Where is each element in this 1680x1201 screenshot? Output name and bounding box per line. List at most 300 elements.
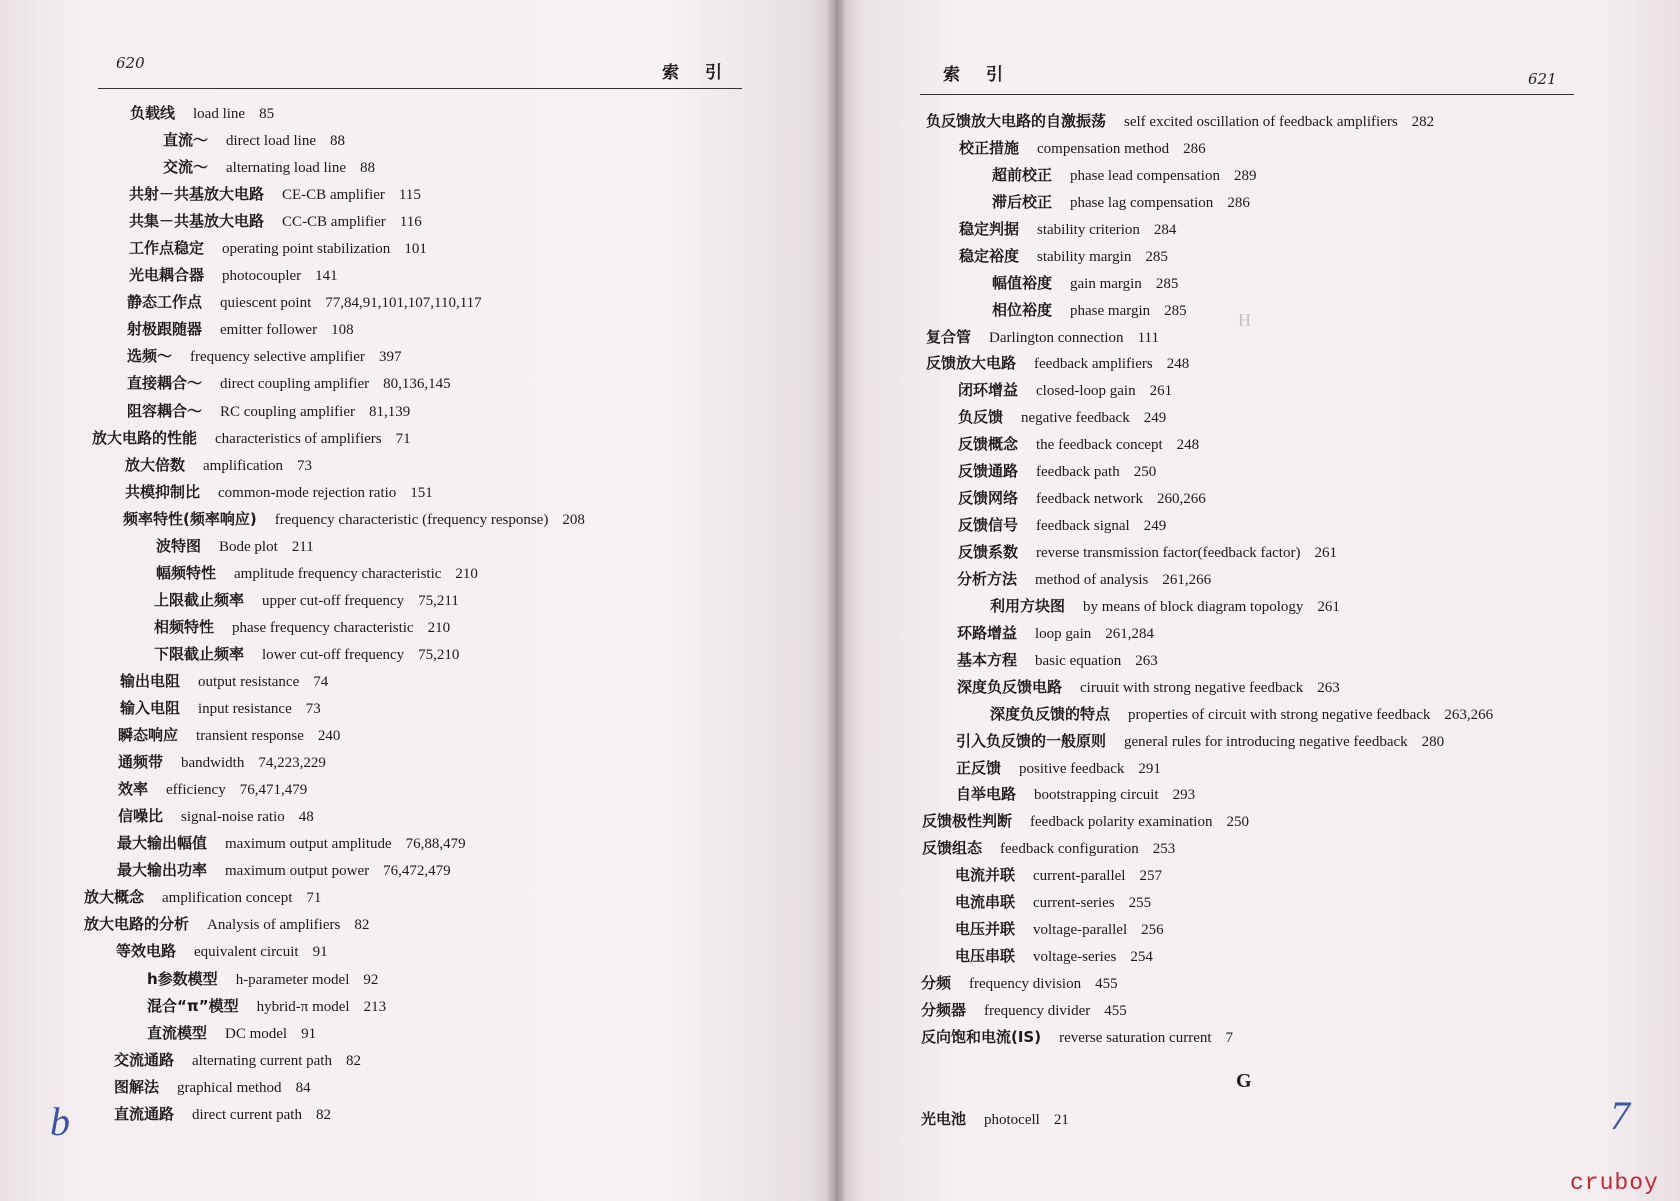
entry-term-english: upper cut-off frequency [262, 592, 405, 609]
index-entry [836, 997, 1493, 1024]
entry-term-english: closed-loop gain [1036, 383, 1136, 400]
entry-page-numbers: 263 [1135, 652, 1158, 669]
entry-page-numbers: 286 [1227, 194, 1250, 211]
entry-term-chinese: 射极跟随器 [127, 320, 203, 339]
index-entry [836, 404, 1493, 431]
index-entry [836, 808, 1493, 835]
index-entry [0, 722, 585, 749]
entry-term-chinese: 交流～ [163, 158, 209, 177]
entry-term-chinese: 校正措施 [959, 138, 1020, 157]
entry-page-numbers: 141 [315, 268, 338, 285]
index-entry [0, 803, 585, 830]
entry-term-chinese: 利用方块图 [990, 596, 1066, 615]
entry-term-chinese: 直流通路 [114, 1104, 175, 1123]
entry-page-numbers: 111 [1137, 329, 1159, 346]
entry-page-numbers: 82 [354, 917, 370, 934]
entry-term-chinese: 反向饱和电流(IS) [921, 1027, 1042, 1046]
entry-term-chinese: 幅值裕度 [992, 273, 1053, 292]
entry-page-numbers: 257 [1139, 868, 1162, 885]
entry-term-english: DC model [225, 1025, 288, 1042]
entry-term-english: graphical method [177, 1079, 282, 1096]
entry-term-chinese: 选频～ [127, 347, 173, 366]
entry-term-english: loop gain [1035, 625, 1092, 642]
entry-page-numbers: 249 [1143, 518, 1167, 535]
entry-term-chinese: 直流模型 [147, 1023, 208, 1042]
entry-term-english: current-parallel [1033, 868, 1126, 885]
index-entry [836, 270, 1493, 297]
entry-term-english: CC-CB amplifier [282, 214, 386, 231]
entry-term-english: Darlington connection [989, 329, 1124, 346]
entry-term-english: reverse saturation current [1059, 1029, 1212, 1046]
entry-page-numbers: 81,139 [369, 403, 411, 420]
entry-term-chinese: 图解法 [114, 1077, 160, 1096]
entry-term-english: self excited oscillation of feedback amplifiers [1124, 114, 1398, 130]
entry-term-chinese: 引入负反馈的一般原则 [956, 731, 1107, 750]
entry-term-chinese: 复合管 [926, 327, 972, 346]
entry-term-chinese: 正反馈 [956, 758, 1002, 777]
index-entry [836, 108, 1493, 135]
entry-term-english: feedback configuration [1000, 841, 1139, 858]
entry-term-english: voltage-series [1033, 949, 1117, 966]
entry-term-chinese: 瞬态响应 [118, 726, 179, 745]
entry-page-numbers: 75,210 [418, 646, 460, 663]
entry-term-chinese: 反馈信号 [958, 516, 1019, 535]
index-entry [836, 701, 1493, 728]
entry-term-chinese: 阻容耦合～ [127, 401, 203, 420]
index-entry [0, 533, 585, 560]
index-entry [836, 431, 1493, 458]
entry-term-english: stability margin [1037, 248, 1132, 265]
entry-term-english: input resistance [198, 701, 292, 718]
entry-page-numbers: 73 [297, 457, 312, 474]
index-entry [836, 216, 1493, 243]
entry-term-english: bootstrapping circuit [1034, 787, 1159, 804]
entry-term-chinese: 频率特性(频率响应) [123, 509, 257, 528]
handwritten-mark: b [50, 1099, 70, 1144]
entry-term-english: phase margin [1070, 302, 1151, 319]
entry-term-chinese: 共射－共基放大电路 [129, 185, 265, 204]
entry-page-numbers: 76,472,479 [383, 863, 451, 880]
index-entry [0, 857, 585, 884]
index-entry [836, 512, 1493, 539]
handwritten-mark: 7 [1610, 1093, 1630, 1138]
index-entry [0, 614, 585, 641]
index-entry [836, 916, 1493, 943]
entry-term-english: feedback network [1036, 491, 1144, 508]
entry-term-chinese: 电流串联 [955, 893, 1016, 912]
entry-term-chinese: 电流并联 [955, 866, 1016, 885]
index-entry [0, 776, 585, 803]
entry-term-english: direct current path [192, 1106, 302, 1123]
index-entry [0, 154, 585, 181]
entry-page-numbers: 85 [259, 106, 275, 122]
running-head: 索引 [943, 65, 1029, 85]
entry-term-english: gain margin [1070, 275, 1142, 292]
entry-term-chinese: 分频 [921, 974, 952, 992]
entry-term-english: negative feedback [1021, 410, 1130, 427]
entry-term-english: emitter follower [220, 322, 318, 339]
index-entry [0, 560, 585, 587]
index-entry [836, 755, 1493, 782]
entry-page-numbers: 253 [1152, 841, 1176, 858]
index-entry [0, 208, 585, 235]
entry-page-numbers: 71 [306, 890, 322, 907]
entry-page-numbers: 76,88,479 [405, 836, 466, 853]
entry-page-numbers: 210 [427, 619, 451, 636]
entry-term-english: characteristics of amplifiers [215, 430, 382, 447]
entry-page-numbers: 285 [1145, 248, 1168, 265]
entry-term-english: direct coupling amplifier [220, 376, 370, 393]
entry-term-chinese: 最大输出幅值 [117, 834, 208, 853]
entry-term-chinese: 负反馈 [958, 408, 1004, 427]
index-entry [0, 235, 585, 262]
index-entry [836, 970, 1493, 997]
entry-term-english: the feedback concept [1036, 437, 1163, 454]
index-entry [0, 100, 585, 127]
entry-page-numbers: 211 [291, 538, 314, 555]
entry-term-english: positive feedback [1019, 760, 1125, 777]
entry-page-numbers: 255 [1128, 895, 1152, 912]
entry-page-numbers: 261 [1314, 545, 1337, 561]
entry-term-english: amplification concept [162, 890, 293, 907]
watermark: cruboy [1570, 1170, 1659, 1196]
index-entry [0, 884, 585, 911]
index-entry [836, 324, 1493, 351]
entry-page-numbers: 76,471,479 [239, 782, 308, 799]
entry-term-english: ciruuit with strong negative feedback [1080, 679, 1304, 696]
entry-term-english: reverse transmission factor(feedback factor) [1036, 545, 1301, 561]
entry-page-numbers: 254 [1130, 949, 1153, 966]
entry-term-chinese: 共集－共基放大电路 [129, 212, 265, 231]
entry-term-english: load line [193, 106, 246, 122]
entry-term-english: voltage-parallel [1033, 922, 1128, 939]
page-number: 621 [1528, 70, 1557, 88]
entry-term-english: RC coupling amplifier [220, 403, 355, 420]
entry-term-chinese: 相位裕度 [992, 300, 1053, 319]
entry-page-numbers: 286 [1183, 140, 1206, 157]
entry-term-english: by means of block diagram topology [1083, 598, 1304, 615]
entry-term-chinese: 光电耦合器 [129, 266, 205, 285]
entry-term-chinese: 放大电路的分析 [84, 915, 190, 934]
right-page [836, 0, 1680, 1201]
entry-term-chinese: 电压串联 [955, 947, 1016, 966]
entry-page-numbers: 208 [562, 511, 585, 528]
index-entry [836, 297, 1493, 324]
entry-term-english: transient response [196, 728, 304, 745]
index-entry [0, 181, 585, 208]
entry-page-numbers: 285 [1164, 302, 1187, 319]
index-entry [0, 343, 585, 370]
entry-page-numbers: 88 [329, 133, 345, 150]
index-entries [0, 100, 585, 1128]
entry-term-chinese: 滞后校正 [992, 192, 1053, 211]
entry-term-english: h-parameter model [235, 971, 350, 988]
entry-term-english: maximum output power [225, 863, 370, 880]
entry-term-chinese: 反馈组态 [922, 839, 983, 858]
entry-term-chinese: 输出电阻 [120, 671, 181, 690]
entry-term-chinese: 反馈通路 [958, 462, 1019, 481]
index-entry [0, 966, 585, 993]
entry-term-chinese: h参数模型 [147, 969, 218, 988]
entry-page-numbers: 261,266 [1162, 571, 1212, 588]
index-entry [0, 506, 585, 533]
index-entry [836, 781, 1493, 808]
entry-page-numbers: 280 [1421, 733, 1445, 750]
index-entry [0, 452, 585, 479]
entry-term-chinese: 自举电路 [956, 785, 1017, 804]
entry-term-chinese: 直流～ [163, 131, 209, 150]
entry-term-english: Analysis of amplifiers [207, 917, 341, 934]
index-entry [0, 425, 585, 452]
index-entry [836, 350, 1493, 377]
entry-term-english: photocoupler [222, 268, 302, 285]
page-number: 620 [116, 54, 145, 72]
entry-page-numbers: 108 [331, 322, 354, 339]
entry-term-english: feedback amplifiers [1034, 356, 1153, 373]
index-entry [0, 695, 585, 722]
left-page [0, 0, 836, 1201]
index-entry [0, 262, 585, 289]
entry-term-english: method of analysis [1035, 571, 1149, 588]
index-entry [836, 943, 1493, 970]
index-entry [0, 316, 585, 343]
entry-term-chinese: 反馈放大电路 [926, 354, 1017, 373]
entry-term-english: frequency division [969, 976, 1082, 992]
entry-term-chinese: 最大输出功率 [117, 861, 208, 880]
header-rule [98, 88, 742, 89]
index-entry [0, 289, 585, 316]
entry-page-numbers: 263,266 [1444, 706, 1494, 723]
index-entry [0, 479, 585, 506]
index-entry [0, 398, 585, 425]
entry-term-english: operating point stabilization [222, 241, 391, 258]
entry-term-english: stability criterion [1037, 221, 1140, 238]
entry-page-numbers: 256 [1141, 922, 1164, 939]
section-letter: G [1236, 1070, 1252, 1092]
index-entry [836, 377, 1493, 404]
index-entry [836, 889, 1493, 916]
entry-page-numbers: 82 [315, 1106, 331, 1123]
entry-term-chinese: 反馈系数 [958, 543, 1019, 561]
entry-term-chinese: 稳定判据 [959, 219, 1020, 238]
entry-term-chinese: 环路增益 [957, 623, 1018, 642]
entry-term-chinese: 下限截止频率 [154, 644, 245, 663]
entry-term-chinese: 输入电阻 [120, 699, 181, 718]
index-entries-g [836, 1106, 1069, 1133]
entry-term-english: frequency selective amplifier [190, 349, 365, 366]
entry-term-chinese: 稳定裕度 [959, 246, 1020, 265]
entry-page-numbers: 75,211 [418, 592, 459, 609]
entry-term-chinese: 超前校正 [992, 165, 1053, 184]
index-entry [0, 911, 585, 938]
entry-term-chinese: 深度负反馈电路 [957, 677, 1063, 696]
entry-term-chinese: 反馈网络 [958, 489, 1019, 508]
entry-page-numbers: 285 [1155, 275, 1179, 292]
entry-term-chinese: 反馈极性判断 [922, 812, 1013, 831]
entry-term-chinese: 负反馈放大电路的自激振荡 [926, 112, 1107, 130]
entry-page-numbers: 249 [1143, 410, 1167, 427]
entry-page-numbers: 263 [1317, 679, 1340, 696]
index-entry [0, 749, 585, 776]
entry-term-english: compensation method [1037, 140, 1170, 157]
entry-term-chinese: 混合“π”模型 [147, 996, 239, 1015]
entry-term-english: amplification [203, 457, 283, 474]
index-entry [836, 862, 1493, 889]
entry-page-numbers: 284 [1153, 221, 1177, 238]
entry-page-numbers: 248 [1166, 356, 1190, 373]
entry-term-english: lower cut-off frequency [262, 646, 405, 663]
entry-page-numbers: 397 [378, 349, 402, 366]
entry-page-numbers: 77,84,91,101,107,110,117 [325, 295, 482, 312]
entry-term-chinese: 放大电路的性能 [92, 428, 198, 447]
entry-page-numbers: 240 [317, 728, 341, 745]
entry-page-numbers: 260,266 [1157, 491, 1206, 508]
entry-term-chinese: 通频带 [118, 753, 164, 772]
entry-term-chinese: 信噪比 [118, 807, 164, 826]
entry-term-english: quiescent point [220, 295, 312, 312]
index-entry [836, 566, 1493, 593]
entry-term-chinese: 工作点稳定 [129, 239, 205, 258]
entry-term-english: current-series [1033, 895, 1115, 912]
index-entry [836, 593, 1493, 620]
entry-page-numbers: 213 [363, 998, 387, 1015]
entry-page-numbers: 115 [398, 187, 421, 204]
index-entry [0, 1074, 585, 1101]
entry-term-chinese: 放大概念 [84, 888, 145, 907]
entry-term-english: photocell [984, 1112, 1040, 1128]
entry-term-english: phase frequency characteristic [232, 619, 414, 636]
entry-term-english: CE-CB amplifier [282, 187, 385, 204]
entry-term-english: efficiency [166, 782, 226, 799]
entry-term-chinese: 电压并联 [955, 920, 1016, 939]
index-entry [0, 127, 585, 154]
entry-term-chinese: 深度负反馈的特点 [990, 704, 1111, 723]
index-entry [836, 539, 1493, 566]
entry-term-chinese: 交流通路 [114, 1050, 175, 1069]
entry-term-english: alternating current path [192, 1052, 332, 1069]
index-entry [0, 587, 585, 614]
entry-term-english: hybrid-π model [256, 998, 350, 1015]
entry-term-english: signal-noise ratio [181, 809, 285, 826]
index-entry [0, 1101, 585, 1128]
entry-page-numbers: 289 [1233, 167, 1257, 184]
index-entry [0, 641, 585, 668]
entry-term-english: general rules for introducing negative feedback [1124, 733, 1408, 750]
entry-term-english: maximum output amplitude [225, 836, 392, 853]
entry-page-numbers: 73 [305, 701, 321, 718]
entry-term-chinese: 共模抑制比 [125, 482, 201, 501]
entry-page-numbers: 48 [298, 809, 314, 826]
entry-term-english: common-mode rejection ratio [218, 484, 397, 501]
entry-term-english: phase lag compensation [1070, 194, 1214, 211]
index-entry [836, 485, 1493, 512]
entry-page-numbers: 261,284 [1105, 625, 1155, 642]
header-rule [920, 94, 1574, 95]
index-entry [836, 162, 1493, 189]
entry-term-english: output resistance [198, 673, 300, 690]
entry-term-chinese: 分析方法 [957, 569, 1018, 588]
index-entry [0, 830, 585, 857]
entry-term-chinese: 直接耦合～ [127, 374, 203, 393]
entry-page-numbers: 74,223,229 [258, 755, 326, 772]
book-spine [826, 0, 846, 1201]
entry-page-numbers: 91 [301, 1025, 317, 1042]
entry-term-chinese: 放大倍数 [125, 455, 186, 474]
entry-term-chinese: 上限截止频率 [154, 590, 245, 609]
index-entry [0, 668, 585, 695]
entry-page-numbers: 84 [295, 1079, 311, 1096]
entry-term-english: feedback polarity examination [1030, 814, 1213, 831]
entry-term-chinese: 等效电路 [116, 942, 177, 961]
entry-page-numbers: 88 [359, 160, 375, 177]
entry-term-english: direct load line [226, 133, 316, 150]
entry-term-chinese: 静态工作点 [127, 293, 203, 312]
entry-term-english: frequency divider [984, 1002, 1091, 1019]
entry-page-numbers: 293 [1172, 787, 1196, 804]
entry-term-english: bandwidth [181, 755, 245, 772]
index-entry [836, 674, 1493, 701]
index-entries [836, 108, 1493, 1051]
index-entry [836, 458, 1493, 485]
entry-page-numbers: 80,136,145 [383, 376, 451, 393]
entry-term-chinese: 光电池 [921, 1110, 967, 1128]
entry-term-english: amplitude frequency characteristic [234, 565, 442, 582]
entry-term-chinese: 效率 [118, 780, 149, 799]
index-entry [836, 647, 1493, 674]
bleed-through-letter: H [1238, 310, 1251, 330]
entry-term-english: frequency characteristic (frequency response) [274, 511, 549, 528]
entry-term-chinese: 幅频特性 [156, 563, 217, 582]
entry-page-numbers: 92 [363, 971, 379, 988]
entry-page-numbers: 248 [1176, 437, 1200, 454]
index-entry [836, 1024, 1493, 1051]
index-entry [836, 620, 1493, 647]
entry-term-english: equivalent circuit [194, 944, 299, 961]
entry-term-english: feedback signal [1036, 518, 1130, 535]
entry-page-numbers: 291 [1138, 760, 1161, 777]
entry-page-numbers: 82 [345, 1052, 361, 1069]
index-entry [836, 728, 1493, 755]
index-entry [836, 243, 1493, 270]
entry-term-chinese: 相频特性 [154, 617, 215, 636]
entry-page-numbers: 91 [312, 944, 328, 961]
entry-term-english: phase lead compensation [1070, 167, 1220, 184]
index-entry [836, 835, 1493, 862]
entry-page-numbers: 261 [1317, 598, 1340, 615]
entry-page-numbers: 116 [399, 214, 422, 231]
entry-term-english: alternating load line [226, 160, 346, 177]
entry-term-english: properties of circuit with strong negative feedback [1128, 706, 1431, 723]
entry-page-numbers: 210 [455, 565, 478, 582]
index-entry [836, 1106, 1069, 1133]
entry-term-chinese: 反馈概念 [958, 435, 1019, 454]
entry-page-numbers: 250 [1133, 464, 1157, 481]
entry-page-numbers: 455 [1104, 1002, 1127, 1019]
entry-page-numbers: 74 [313, 673, 329, 690]
entry-term-english: basic equation [1035, 652, 1122, 669]
entry-page-numbers: 261 [1149, 383, 1173, 400]
entry-term-chinese: 波特图 [156, 536, 202, 555]
entry-term-chinese: 负载线 [130, 104, 176, 122]
entry-term-chinese: 基本方程 [957, 650, 1018, 669]
index-entry [0, 370, 585, 397]
entry-term-english: feedback path [1036, 464, 1120, 481]
entry-page-numbers: 151 [410, 484, 433, 501]
index-entry [0, 938, 585, 965]
entry-page-numbers: 282 [1411, 114, 1435, 130]
index-entry [836, 189, 1493, 216]
running-head: 索引 [662, 63, 748, 83]
